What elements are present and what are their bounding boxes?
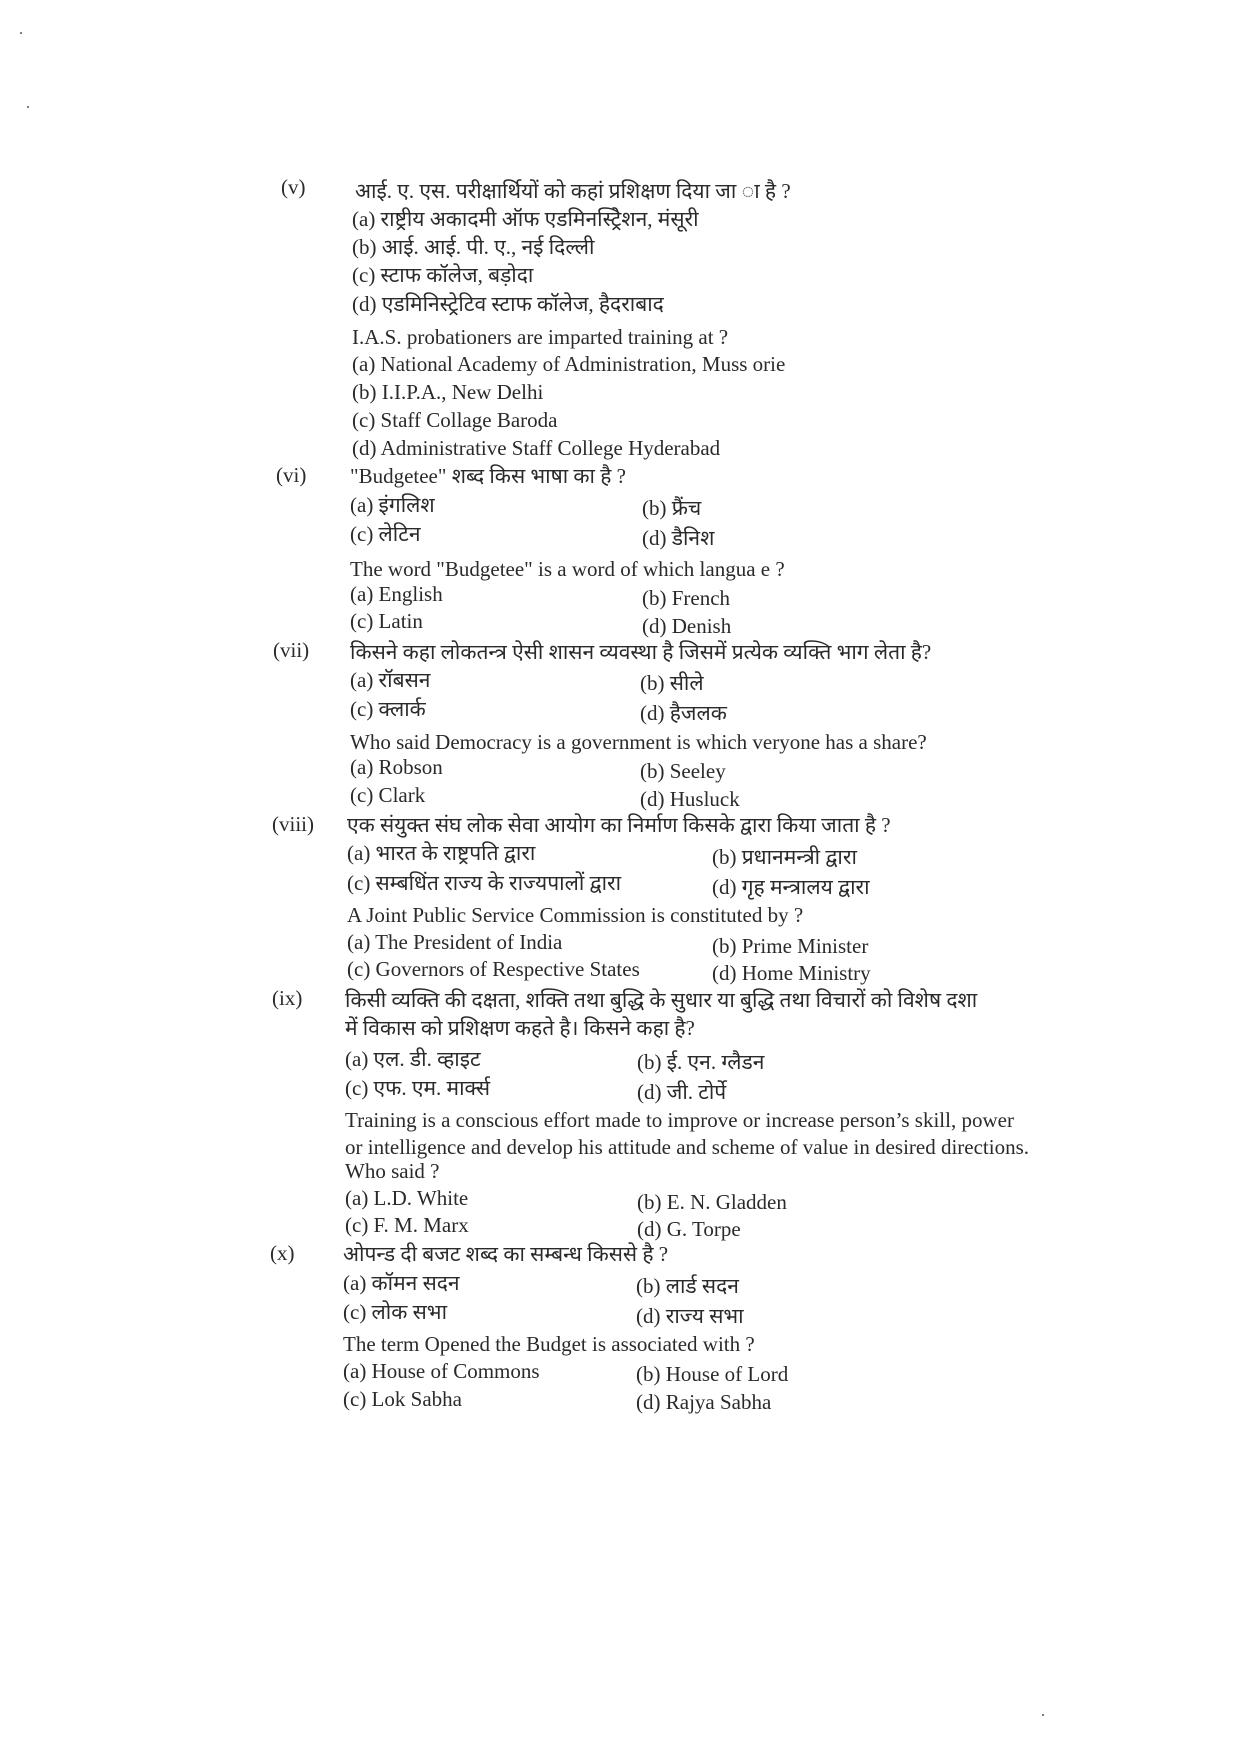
option-d-english: (d) Home Ministry [712,961,871,985]
question-text-hindi: किसने कहा लोकतन्त्र ऐसी शासन व्यवस्था है जिसमें प्रत्येक व्यक्ति भाग लेता है? [350,640,932,664]
option-a-hindi: (a) इंगलिश [350,493,435,517]
option-b-english: (b) Prime Minister [712,934,869,958]
option-b-english: (b) E. N. Gladden [637,1190,787,1214]
option-a-english: (a) L.D. White [345,1186,469,1210]
question-number: (vi) [276,463,307,487]
option-b-hindi: (b) लार्ड सदन [636,1274,739,1298]
option-d-english: (d) Rajya Sabha [636,1390,772,1414]
option-c-english: (c) Staff Collage Baroda [352,408,558,432]
option-d-english: (d) Denish [642,614,732,638]
option-d-hindi: (d) एडमिनिस्ट्रेटिव स्टाफ कॉलेज, हैदराबाद [352,292,664,316]
option-b-hindi: (b) ई. एन. ग्लैडन [637,1050,765,1074]
option-c-english: (c) Lok Sabha [343,1387,462,1411]
question-text-english: The term Opened the Budget is associated with ? [343,1332,755,1356]
question-text-hindi: "Budgetee" शब्द किस भाषा का है ? [350,464,626,488]
option-b-english: (b) Seeley [640,759,726,783]
scan-speck [27,106,29,108]
option-c-english: (c) Clark [350,783,426,807]
question-text-english-line3: Who said ? [345,1159,440,1183]
option-b-english: (b) I.I.P.A., New Delhi [352,380,544,404]
option-d-english: (d) Administrative Staff College Hyderabad [352,436,721,460]
option-b-hindi: (b) फ्रैंच [642,496,702,520]
question-text-english: The word "Budgetee" is a word of which langua e ? [350,557,785,581]
option-a-english: (a) Robson [350,755,443,779]
option-c-hindi: (c) क्लार्क [350,697,426,721]
option-c-english: (c) Latin [350,609,423,633]
question-text-hindi: एक संयुक्त संघ लोक सेवा आयोग का निर्माण किसके द्वारा किया जाता है ? [347,813,891,837]
question-number: (vii) [273,638,310,662]
option-d-hindi: (d) डैनिश [642,526,715,550]
question-number: (ix) [272,986,303,1010]
question-number: (viii) [272,812,314,836]
option-d-hindi: (d) जी. टोर्पे [637,1080,727,1104]
question-text-english: A Joint Public Service Commission is constituted by ? [347,903,804,927]
question-number: (v) [281,175,306,199]
option-b-hindi: (b) सीले [640,671,704,695]
question-number: (x) [270,1241,295,1265]
option-a-english: (a) English [350,582,443,606]
question-text-hindi-line2: में विकास को प्रशिक्षण कहते है। किसने कहा है? [345,1016,695,1040]
option-b-hindi: (b) आई. आई. पी. ए., नई दिल्ली [352,235,595,259]
question-text-english-line1: Training is a conscious effort made to improve or increase person’s skill, power [345,1108,1014,1132]
option-b-hindi: (b) प्रधानमन्त्री द्वारा [712,845,857,869]
option-d-english: (d) G. Torpe [637,1217,741,1241]
scan-speck [1042,1714,1044,1716]
option-c-hindi: (c) लोक सभा [343,1300,448,1324]
option-c-hindi: (c) सम्बधिंत राज्य के राज्यपालों द्वारा [347,871,622,895]
option-b-english: (b) French [642,586,731,610]
option-a-hindi: (a) रॉबसन [350,668,431,692]
option-a-hindi: (a) राष्ट्रीय अकादमी ऑफ एडमिनस्ट्रिेशन, मंसूरी [352,207,699,231]
question-text-english: I.A.S. probationers are imparted training at ? [352,325,729,349]
option-b-english: (b) House of Lord [636,1362,789,1386]
option-d-hindi: (d) गृह मन्त्रालय द्वारा [712,875,870,899]
scan-speck [20,32,22,34]
option-c-hindi: (c) स्टाफ कॉलेज, बड़ोदा [352,263,534,287]
option-d-hindi: (d) राज्य सभा [636,1304,744,1328]
option-a-hindi: (a) एल. डी. व्हाइट [345,1047,481,1071]
question-text-hindi: ओपन्ड दी बजट शब्द का सम्बन्ध किससे है ? [343,1242,669,1266]
option-d-english: (d) Husluck [640,787,740,811]
question-text-hindi-line1: किसी व्यक्ति की दक्षता, शक्ति तथा बुद्धि के सुधार या बुद्धि तथा विचारों को विशेष दशा [345,988,978,1012]
option-d-hindi: (d) हैजलक [640,701,727,725]
question-text-english-line2: or intelligence and develop his attitude and scheme of value in desired directions. [345,1135,1030,1159]
option-a-english: (a) The President of India [347,930,563,954]
option-c-english: (c) F. M. Marx [345,1213,469,1237]
option-c-hindi: (c) लेटिन [350,522,421,546]
question-text-english: Who said Democracy is a government is which veryone has a share? [350,730,927,754]
question-text-hindi: आई. ए. एस. परीक्षार्थियों को कहां प्रशिक्षण दिया जा ा है ? [355,179,791,203]
option-a-english: (a) National Academy of Administration, Muss orie [352,352,786,376]
option-c-english: (c) Governors of Respective States [347,957,640,981]
option-a-hindi: (a) कॉमन सदन [343,1271,460,1295]
option-a-english: (a) House of Commons [343,1359,540,1383]
option-c-hindi: (c) एफ. एम. मार्क्स [345,1076,491,1100]
option-a-hindi: (a) भारत के राष्ट्रपति द्वारा [347,841,536,865]
